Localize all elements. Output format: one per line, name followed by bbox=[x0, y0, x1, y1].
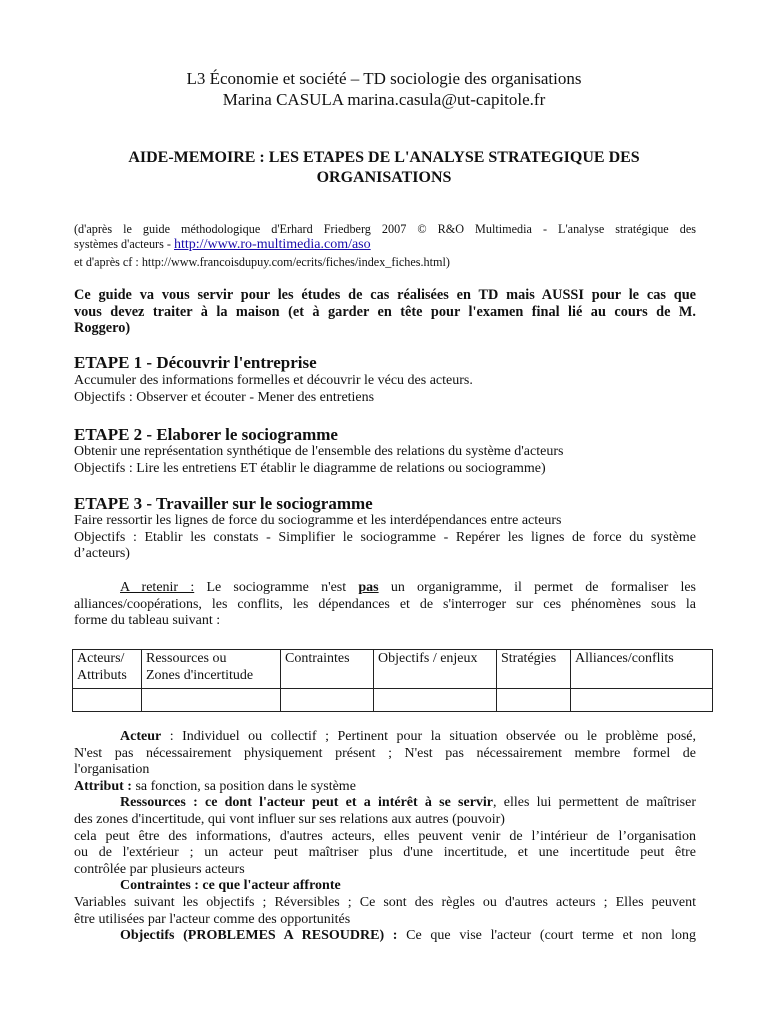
table-header-cell bbox=[497, 650, 571, 689]
a-retenir-text1: Le sociogramme n'est bbox=[194, 580, 359, 595]
sources-line3: et d'après cf : http://www.francoisdupuy.com/ecrits/fiches/index_fiches.html) bbox=[74, 255, 450, 269]
etape-1-title: ETAPE 1 - Découvrir l'entreprise bbox=[74, 353, 317, 372]
ressources-line2: des zones d'incertitude, qui vont influer sur ses relations aux autres (pouvoir) bbox=[74, 811, 505, 827]
etape-3-line1: Faire ressortir les lignes de force du sociogramme et les interdépendances entre acteurs bbox=[74, 513, 562, 528]
table-cell bbox=[571, 689, 713, 712]
attribut-text: sa fonction, sa position dans le système bbox=[131, 778, 356, 794]
acteur-text1: : Individuel ou collectif ; Pertinent pour la situation observée ou le problème posé, bbox=[161, 729, 696, 744]
intro-line2: vous devez traiter à la maison (et à garder en tête pour l'examen final lié au cours de M. bbox=[74, 303, 696, 320]
acteur-line1 bbox=[74, 729, 696, 746]
acteur-line3: l'organisation bbox=[74, 762, 150, 778]
a-retenir-paragraph bbox=[74, 580, 696, 630]
page-title-line1: AIDE-MEMOIRE : LES ETAPES DE L'ANALYSE STRATEGIQUE DES bbox=[128, 149, 640, 166]
attribut-label: Attribut : bbox=[74, 778, 132, 794]
contraintes-heading bbox=[74, 878, 696, 895]
etape-3-line2: Objectifs : Etablir les constats - Simplifier le sociogramme - Repérer les lignes de force du système bbox=[74, 529, 696, 545]
intro-line3: Roggero) bbox=[74, 320, 131, 336]
sources-note bbox=[74, 222, 696, 270]
definitions bbox=[74, 729, 696, 945]
sources-line2 bbox=[74, 237, 696, 255]
contraintes-line2: être utilisées par l'acteur comme des opportunités bbox=[74, 911, 351, 927]
etape-3-body bbox=[74, 513, 696, 563]
table-row bbox=[73, 689, 713, 712]
intro-paragraph bbox=[74, 287, 696, 337]
sources-line2-prefix: systèmes d'acteurs - bbox=[74, 237, 175, 251]
objectifs-text: Ce que vise l'acteur (court terme et non long bbox=[397, 928, 696, 944]
acteur-line2: N'est pas nécessairement physiquement présent ; N'est pas nécessairement membre formel de bbox=[74, 745, 696, 761]
ressources-line5: contrôlée par plusieurs acteurs bbox=[74, 861, 245, 877]
header-text: Alliances/conflits bbox=[575, 651, 674, 666]
header-text: Stratégies bbox=[501, 651, 557, 666]
objectifs-line1 bbox=[74, 928, 696, 945]
etape-3-title: ETAPE 3 - Travailler sur le sociogramme bbox=[74, 494, 373, 513]
etape-2-line1: Obtenir une représentation synthétique de l'ensemble des relations du système d'acteurs bbox=[74, 444, 564, 459]
a-retenir-line3: forme du tableau suivant : bbox=[74, 613, 221, 629]
table-header-cell bbox=[73, 650, 142, 689]
ressources-text1: , elles lui permettent de maîtriser bbox=[493, 795, 696, 811]
a-retenir-line1 bbox=[74, 580, 696, 597]
ressources-label: Ressources : ce dont l'acteur peut et a intérêt à se servir bbox=[120, 795, 494, 811]
attribut-line bbox=[74, 779, 696, 796]
table-cell bbox=[374, 689, 497, 712]
pas-emphasis: pas bbox=[358, 580, 379, 595]
course-title: L3 Économie et société – TD sociologie des organisations bbox=[186, 69, 582, 88]
author-line: Marina CASULA marina.casula@ut-capitole.fr bbox=[222, 90, 546, 109]
table-header-cell bbox=[142, 650, 281, 689]
contraintes-label: Contraintes : ce que l'acteur affronte bbox=[120, 878, 341, 894]
table-header-cell bbox=[571, 650, 713, 689]
sources-line1: (d'après le guide méthodologique d'Erhard Friedberg 2007 © R&O Multimedia - L'analyse stratégique des bbox=[74, 222, 696, 236]
etape-2-line2: Objectifs : Lire les entretiens ET établir le diagramme de relations ou sociogramme) bbox=[74, 460, 546, 476]
etape-2-body bbox=[74, 444, 696, 477]
table-cell bbox=[142, 689, 281, 712]
table-cell bbox=[497, 689, 571, 712]
etape-1-line2: Objectifs : Observer et écouter - Mener des entretiens bbox=[74, 389, 375, 405]
a-retenir-label: A retenir : bbox=[120, 580, 195, 595]
analysis-table bbox=[72, 649, 713, 712]
table-cell bbox=[281, 689, 374, 712]
objectifs-label: Objectifs (PROBLEMES A RESOUDRE) : bbox=[120, 928, 398, 944]
etape-3-line3: d’acteurs) bbox=[74, 546, 130, 562]
etape-1-line1: Accumuler des informations formelles et découvrir le vécu des acteurs. bbox=[74, 373, 473, 388]
header-text: Objectifs / enjeux bbox=[378, 651, 478, 666]
contraintes-line1: Variables suivant les objectifs ; Réversibles ; Ce sont des règles ou d'autres acteurs ; Elles peuvent bbox=[74, 894, 696, 910]
header-text: Contraintes bbox=[285, 651, 350, 666]
table-header-row bbox=[73, 650, 713, 689]
header-text: Ressources ou bbox=[146, 651, 227, 666]
etape-1-body bbox=[74, 373, 696, 406]
page-title-line2: ORGANISATIONS bbox=[316, 169, 452, 186]
etape-2-title: ETAPE 2 - Elaborer le sociogramme bbox=[74, 425, 338, 444]
header-text: Zones d'incertitude bbox=[146, 667, 254, 683]
acteur-label: Acteur bbox=[120, 729, 162, 744]
header-text: Acteurs/ bbox=[77, 651, 125, 666]
ro-multimedia-link[interactable]: http://www.ro-multimedia.com/aso bbox=[174, 237, 371, 252]
header-text: Attributs bbox=[77, 667, 127, 683]
ressources-line1 bbox=[74, 795, 696, 812]
table-header-cell bbox=[374, 650, 497, 689]
ressources-line3: cela peut être des informations, d'autres acteurs, elles peuvent venir de l’intérieur de l’organisation bbox=[74, 828, 696, 844]
a-retenir-text2: un organigramme, il permet de formaliser les bbox=[378, 580, 697, 595]
a-retenir-line2: alliances/coopérations, les conflits, les dépendances et de s'interroger sur ces phénomènes sous la bbox=[74, 596, 696, 612]
ressources-line4: ou de l'extérieur ; un acteur peut maîtriser plus d'une incertitude, et une incertitude peut être bbox=[74, 845, 696, 861]
table-header-cell bbox=[281, 650, 374, 689]
intro-line1: Ce guide va vous servir pour les études de cas réalisées en TD mais AUSSI pour le cas que bbox=[74, 287, 696, 303]
table-cell bbox=[73, 689, 142, 712]
